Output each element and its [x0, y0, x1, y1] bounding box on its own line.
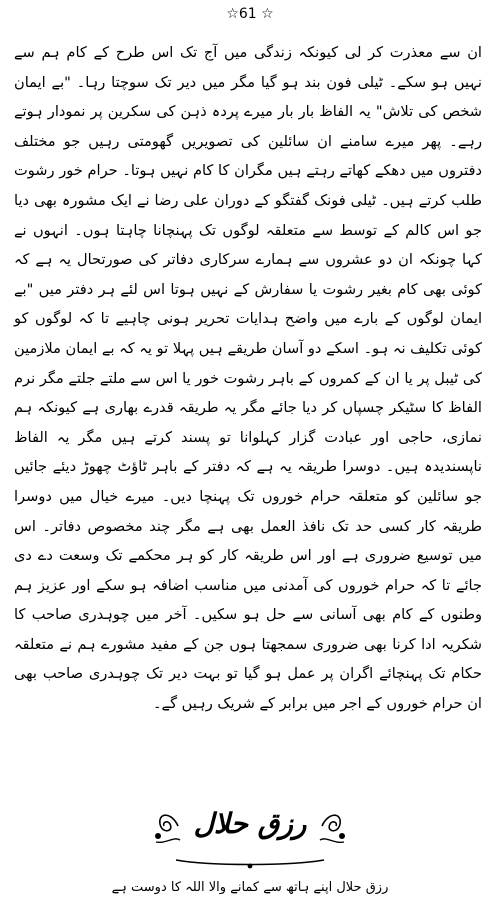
- page-number: ☆61 ☆: [226, 6, 274, 22]
- caption: رزق حلال اپنے ہاتھ سے کمانے والا اللہ کا دوست ہے: [111, 880, 389, 895]
- emblem-title: رزق حلال: [193, 807, 307, 840]
- article-body: [14, 38, 482, 719]
- emblem-calligraphy: [154, 798, 347, 850]
- emblem-underline: [0, 850, 500, 874]
- flourish-left-icon: [154, 806, 182, 846]
- emblem: [0, 798, 500, 850]
- article-paragraph: ان سے معذرت کر لی کیونکہ زندگی میں آج تک اس طرح کے کام ہم سے نہیں ہو سکے۔ ٹیلی فون بند ہو گیا مگر میں دیر تک سوچتا رہا۔ "بے ایمان شخص کی تلاش" یہ الفاظ بار بار میرے پردہ ذہن کی سکرین پر نمودار ہوتے رہے۔ پھر میرے سامنے ان سائلین کی تصویریں گھومتی رہیں جو مختلف دفتروں میں دھکے کھاتے رہتے ہیں مگران کا کام نہیں ہوتا۔ حرام خور رشوت طلب کرتے ہیں۔ ٹیلی فونک گفتگو کے دوران علی رضا نے ایک مشورہ بھی دیا جو اس کالم کے توسط سے متعلقہ لوگوں تک پہنچانا چاہتا ہوں۔ انہوں نے کہا چونکہ ان دو عشروں سے ہمارے سرکاری دفاتر کی صورتحال یہ ہے کہ کوئی بھی کام بغیر رشوت یا سفارش کے نہیں ہوتا اس لئے ہر دفتر میں "بے ایمان لوگوں کے بارے میں واضح ہدایات تحریر ہونی چاہیے تا کہ لوگوں کو کوئی تکلیف نہ ہو۔ اسکے دو آسان طریقے ہیں پہلا تو یہ کہ بے ایمان ملازمین کی ٹیبل پر یا ان کے کمروں کے باہر رشوت خور یا اس سے ملتے جلتے مگر نرم الفاظ کا سٹیکر چسپاں کر دیا جائے مگر یہ طریقہ قدرے بھاری ہے کیونکہ ہم نمازی، حاجی اور عبادت گزار کہلوانا تو پسند کرتے ہیں مگر یہ الفاظ ناپسندیدہ ہیں۔ دوسرا طریقہ یہ ہے کہ دفتر کے باہر ٹاؤٹ چھوڑ دیئے جائیں جو سائلین کو متعلقہ حرام خوروں تک پہنچا دیں۔ میرے خیال میں دوسرا طریقہ کار کسی حد تک نافذ العمل بھی ہے مگر چند مخصوص دفاتر۔ اس میں توسیع ضروری ہے اور اس طریقہ کار کو ہر محکمے تک وسعت دے دی جائے تا کہ حرام خوروں کی آمدنی میں مناسب اضافہ ہو سکے اور عزیز ہم وطنوں کے کام بھی آسانی سے حل ہو سکیں۔ آخر میں چوہدری صاحب کا شکریہ ادا کرنا بھی ضروری سمجھتا ہوں جن کے مفید مشورے ہم نے متعلقہ حکام تک پہنچائے اگران پر عمل ہو گیا تو بہت دیر تک چوہدری صاحب بھی ان حرام خوروں کے اجر میں برابر کے شریک رہیں گے۔: [14, 44, 482, 713]
- flourish-right-icon: [318, 806, 346, 846]
